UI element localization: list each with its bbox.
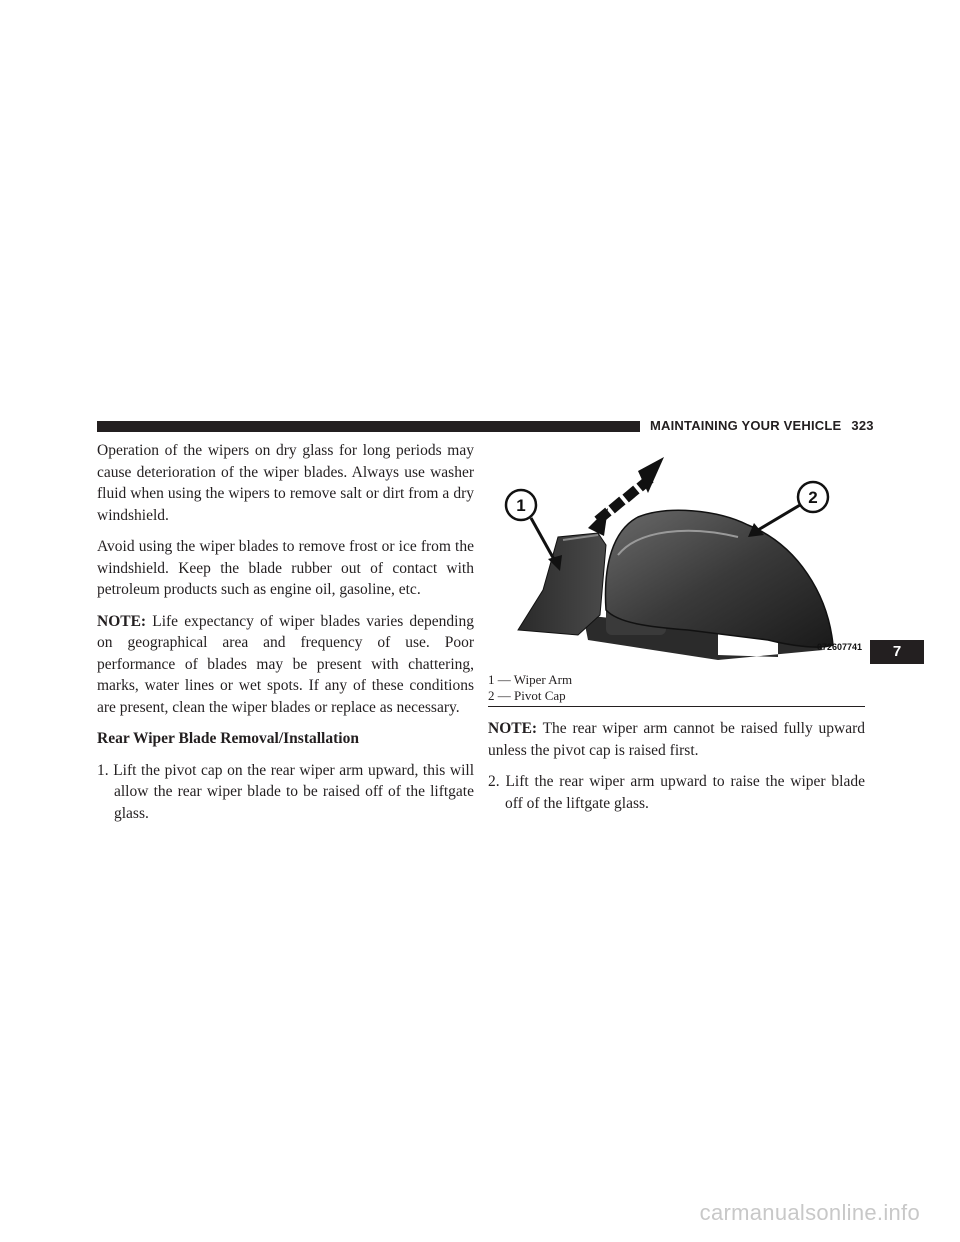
header-rule (97, 421, 640, 432)
callout-2: 2 (808, 488, 818, 507)
callout-1: 1 (516, 496, 526, 515)
note-label: NOTE: (97, 612, 147, 630)
note-text: The rear wiper arm cannot be raised fully upward unless the pivot cap is raised first. (488, 720, 865, 759)
note-label: NOTE: (488, 720, 538, 737)
watermark: carmanualsonline.info (699, 1200, 920, 1225)
paragraph-wipers-dry-glass: Operation of the wipers on dry glass for long periods may cause deterioration of the wiper blades. Always use washer fluid when using the wipers to remove salt or dirt from a dry windshield. (97, 442, 474, 524)
wiper-arm (518, 533, 606, 635)
caption-pivot-cap: 2 — Pivot Cap (488, 688, 566, 703)
wiper-illustration (488, 445, 865, 665)
note-pivot-cap (488, 718, 865, 761)
chapter-tab: 7 (870, 640, 924, 664)
wiper-figure (488, 445, 865, 665)
running-header (650, 418, 874, 433)
note-text: Life expectancy of wiper blades varies depending on geographical area and frequency of use. Poor performance of blades may be present with chattering, marks, water lines or wet spots. If any of these conditions are present, clean the wiper blades or replace as necessary. (97, 612, 474, 716)
page-number: 323 (851, 418, 874, 433)
step-2: 2. Lift the rear wiper arm upward to raise the wiper blade off of the liftgate glass. (488, 773, 865, 812)
right-column (488, 718, 865, 824)
step-1: 1. Lift the pivot cap on the rear wiper arm upward, this will allow the rear wiper blade to be raised off of the liftgate glass. (97, 761, 474, 822)
paragraph-avoid-frost: Avoid using the wiper blades to remove frost or ice from the windshield. Keep the blade rubber out of contact with petroleum products such as engine oil, gasoline, etc. (97, 538, 474, 598)
section-subheading: Rear Wiper Blade Removal/Installation (97, 730, 359, 747)
caption-wiper-arm: 1 — Wiper Arm (488, 672, 573, 687)
section-title: MAINTAINING YOUR VEHICLE (650, 418, 842, 433)
note-life-expectancy (97, 611, 474, 719)
left-column (97, 440, 474, 834)
caption-rule (488, 706, 865, 707)
figure-caption (488, 672, 865, 704)
figure-code: 072607741 (816, 642, 862, 652)
